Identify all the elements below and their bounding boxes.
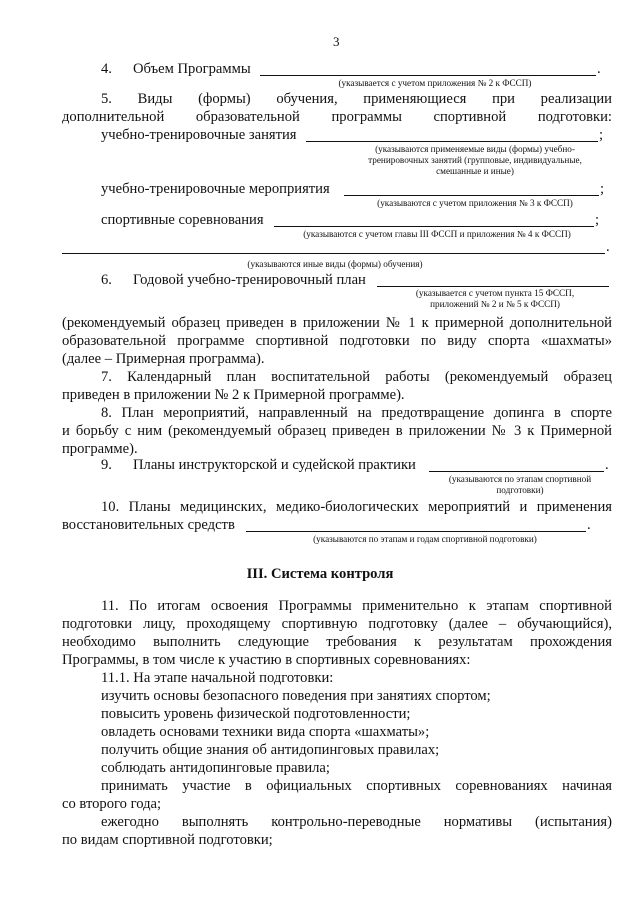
item-6-fill-line (377, 286, 609, 287)
training-sessions-fill-line (306, 141, 598, 142)
training-sessions-label: учебно-тренировочные занятия (101, 127, 297, 143)
item-6-label: Годовой учебно-тренировочный план (133, 272, 366, 288)
competitions-end: ; (595, 212, 600, 228)
item-6-para-line-2: образовательной программе спортивной подготовки по виду спорта «шахматы» (62, 333, 612, 349)
training-sessions-end: ; (599, 127, 604, 143)
training-sessions-caption-2: тренировочных занятий (групповые, индивидуальные, (368, 155, 582, 165)
item-5-line-1: 5. Виды (формы) обучения, применяющиеся при реализации (101, 91, 612, 107)
other-forms-caption: (указываются иные виды (формы) обучения) (247, 259, 423, 269)
item-8-line-2: и борьбу с ним (рекомендуемый образец приведен в приложении № 3 к Примерной (62, 423, 612, 439)
list-item-5: соблюдать антидопинговые правила; (101, 760, 330, 776)
section-para-line-4: Программы, в том числе к участию в спортивных соревнованиях: (62, 652, 471, 668)
item-9-caption-1: (указываются по этапам спортивной (448, 474, 592, 484)
item-6-para-line-1: (рекомендуемый образец приведен в приложении № 1 к примерной дополнительной (62, 315, 612, 331)
item-9-end: . (605, 457, 609, 473)
item-4-caption: (указывается с учетом приложения № 2 к ФССП) (338, 78, 532, 88)
item-9-caption-2: подготовки) (496, 485, 544, 495)
item-4-number: 4. (101, 61, 112, 77)
subsection-heading: 11.1. На этапе начальной подготовки: (101, 670, 334, 686)
section-heading: III. Система контроля (246, 566, 394, 582)
item-10-line-2: восстановительных средств (62, 517, 235, 533)
other-forms-fill-line (62, 253, 605, 254)
item-10-end: . (587, 517, 591, 533)
item-6-caption-1: (указывается с учетом пункта 15 ФССП, (415, 288, 575, 298)
training-sessions-caption-3: смешанные и иные) (436, 166, 514, 176)
item-10-line-1: 10. Планы медицинских, медико-биологических мероприятий и применения (101, 499, 612, 515)
item-4-label: Объем Программы (133, 61, 251, 77)
competitions-fill-line (274, 226, 594, 227)
item-10-caption: (указываются по этапам и годам спортивной подготовки) (313, 534, 537, 544)
training-events-label: учебно-тренировочные мероприятия (101, 181, 330, 197)
item-9-number: 9. (101, 457, 112, 473)
item-9-label: Планы инструкторской и судейской практики (133, 457, 416, 473)
item-8-line-1: 8. План мероприятий, направленный на предотвращение допинга в спорте (101, 405, 612, 421)
section-para-line-2: подготовки лицу, проходящему спортивную подготовку (далее – обучающийся), (62, 616, 612, 632)
page-number: 3 (333, 34, 340, 49)
competitions-caption: (указываются с учетом главы III ФССП и приложения № 4 к ФССП) (303, 229, 571, 239)
section-para-line-1: 11. По итогам освоения Программы применительно к этапам спортивной (101, 598, 612, 614)
list-item-3: овладеть основами техники вида спорта «шахматы»; (101, 724, 430, 740)
item-6-caption-2: приложений № 2 и № 5 к ФССП) (430, 299, 560, 309)
list-item-4: получить общие знания об антидопинговых правилах; (101, 742, 440, 758)
item-7-line-2: приведен в приложении № 2 к Примерной программе). (62, 387, 405, 403)
item-8-line-3: программе). (62, 441, 138, 457)
competitions-label: спортивные соревнования (101, 212, 264, 228)
item-6-para-line-3: (далее – Примерная программа). (62, 351, 265, 367)
item-5-line-2: дополнительной образовательной программы спортивной подготовки: (62, 109, 612, 125)
item-4-fill-line (260, 75, 596, 76)
list-item-6-line-1: принимать участие в официальных спортивных соревнованиях начиная (101, 778, 612, 794)
training-sessions-caption-1: (указываются применяемые виды (формы) учебно- (375, 144, 575, 154)
list-item-2: повысить уровень физической подготовленности; (101, 706, 411, 722)
item-7-line-1: 7. Календарный план воспитательной работы (рекомендуемый образец (101, 369, 612, 385)
training-events-fill-line (344, 195, 599, 196)
item-9-fill-line (429, 471, 604, 472)
item-10-fill-line (246, 531, 586, 532)
list-item-7-line-2: по видам спортивной подготовки; (62, 832, 273, 848)
training-events-end: ; (600, 181, 605, 197)
item-6-number: 6. (101, 272, 112, 288)
other-forms-end: . (606, 239, 610, 255)
list-item-1: изучить основы безопасного поведения при занятиях спортом; (101, 688, 491, 704)
item-4-end: . (597, 61, 601, 77)
list-item-7-line-1: ежегодно выполнять контрольно-переводные нормативы (испытания) (101, 814, 612, 830)
training-events-caption: (указываются с учетом приложения № 3 к ФССП) (377, 198, 573, 208)
list-item-6-line-2: со второго года; (62, 796, 162, 812)
section-para-line-3: необходимо выполнить следующие требования к результатам прохождения (62, 634, 612, 650)
